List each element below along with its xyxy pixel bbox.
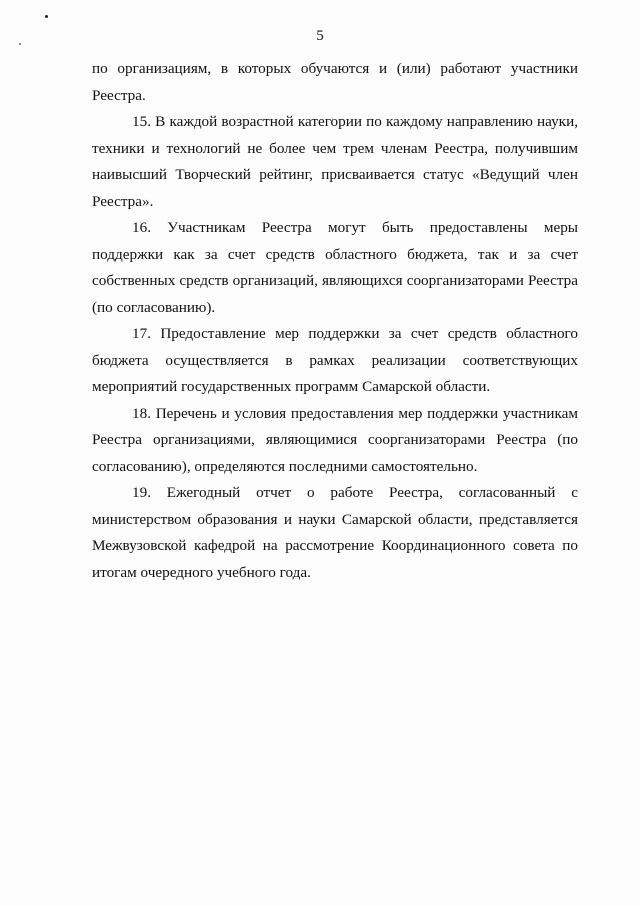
paragraph-19: 19. Ежегодный отчет о работе Реестра, согласованный с министерством образования и науки Самарской области, представляется Межвузовской кафедрой на рассмотрение Координационного совета по итогам очередного учебного года. [92, 484, 578, 581]
page-number: 5 [316, 28, 324, 44]
document-body [92, 56, 578, 586]
paragraph-15: 15. В каждой возрастной категории по каждому направлению науки, техники и технологий не более чем трем членам Реестра, получившим наивысший Творческий рейтинг, присваивается статус «Ведущий член Реестра». [92, 113, 578, 210]
paragraph-16: 16. Участникам Реестра могут быть предоставлены меры поддержки как за счет средств областного бюджета, так и за счет собственных средств организаций, являющихся соорганизаторами Реестра (по согласованию). [92, 219, 578, 316]
paragraph-continuation: по организациям, в которых обучаются и (или) работают участники Реестра. [92, 60, 578, 104]
paragraph-17: 17. Предоставление мер поддержки за счет средств областного бюджета осуществляется в рамках реализации соответствующих мероприятий государственных программ Самарской области. [92, 325, 578, 395]
scan-speck [45, 15, 48, 18]
paragraph-18: 18. Перечень и условия предоставления мер поддержки участникам Реестра организациями, являющимися соорганизаторами Реестра (по согласованию), определяются последними самостоятельно. [92, 404, 578, 475]
